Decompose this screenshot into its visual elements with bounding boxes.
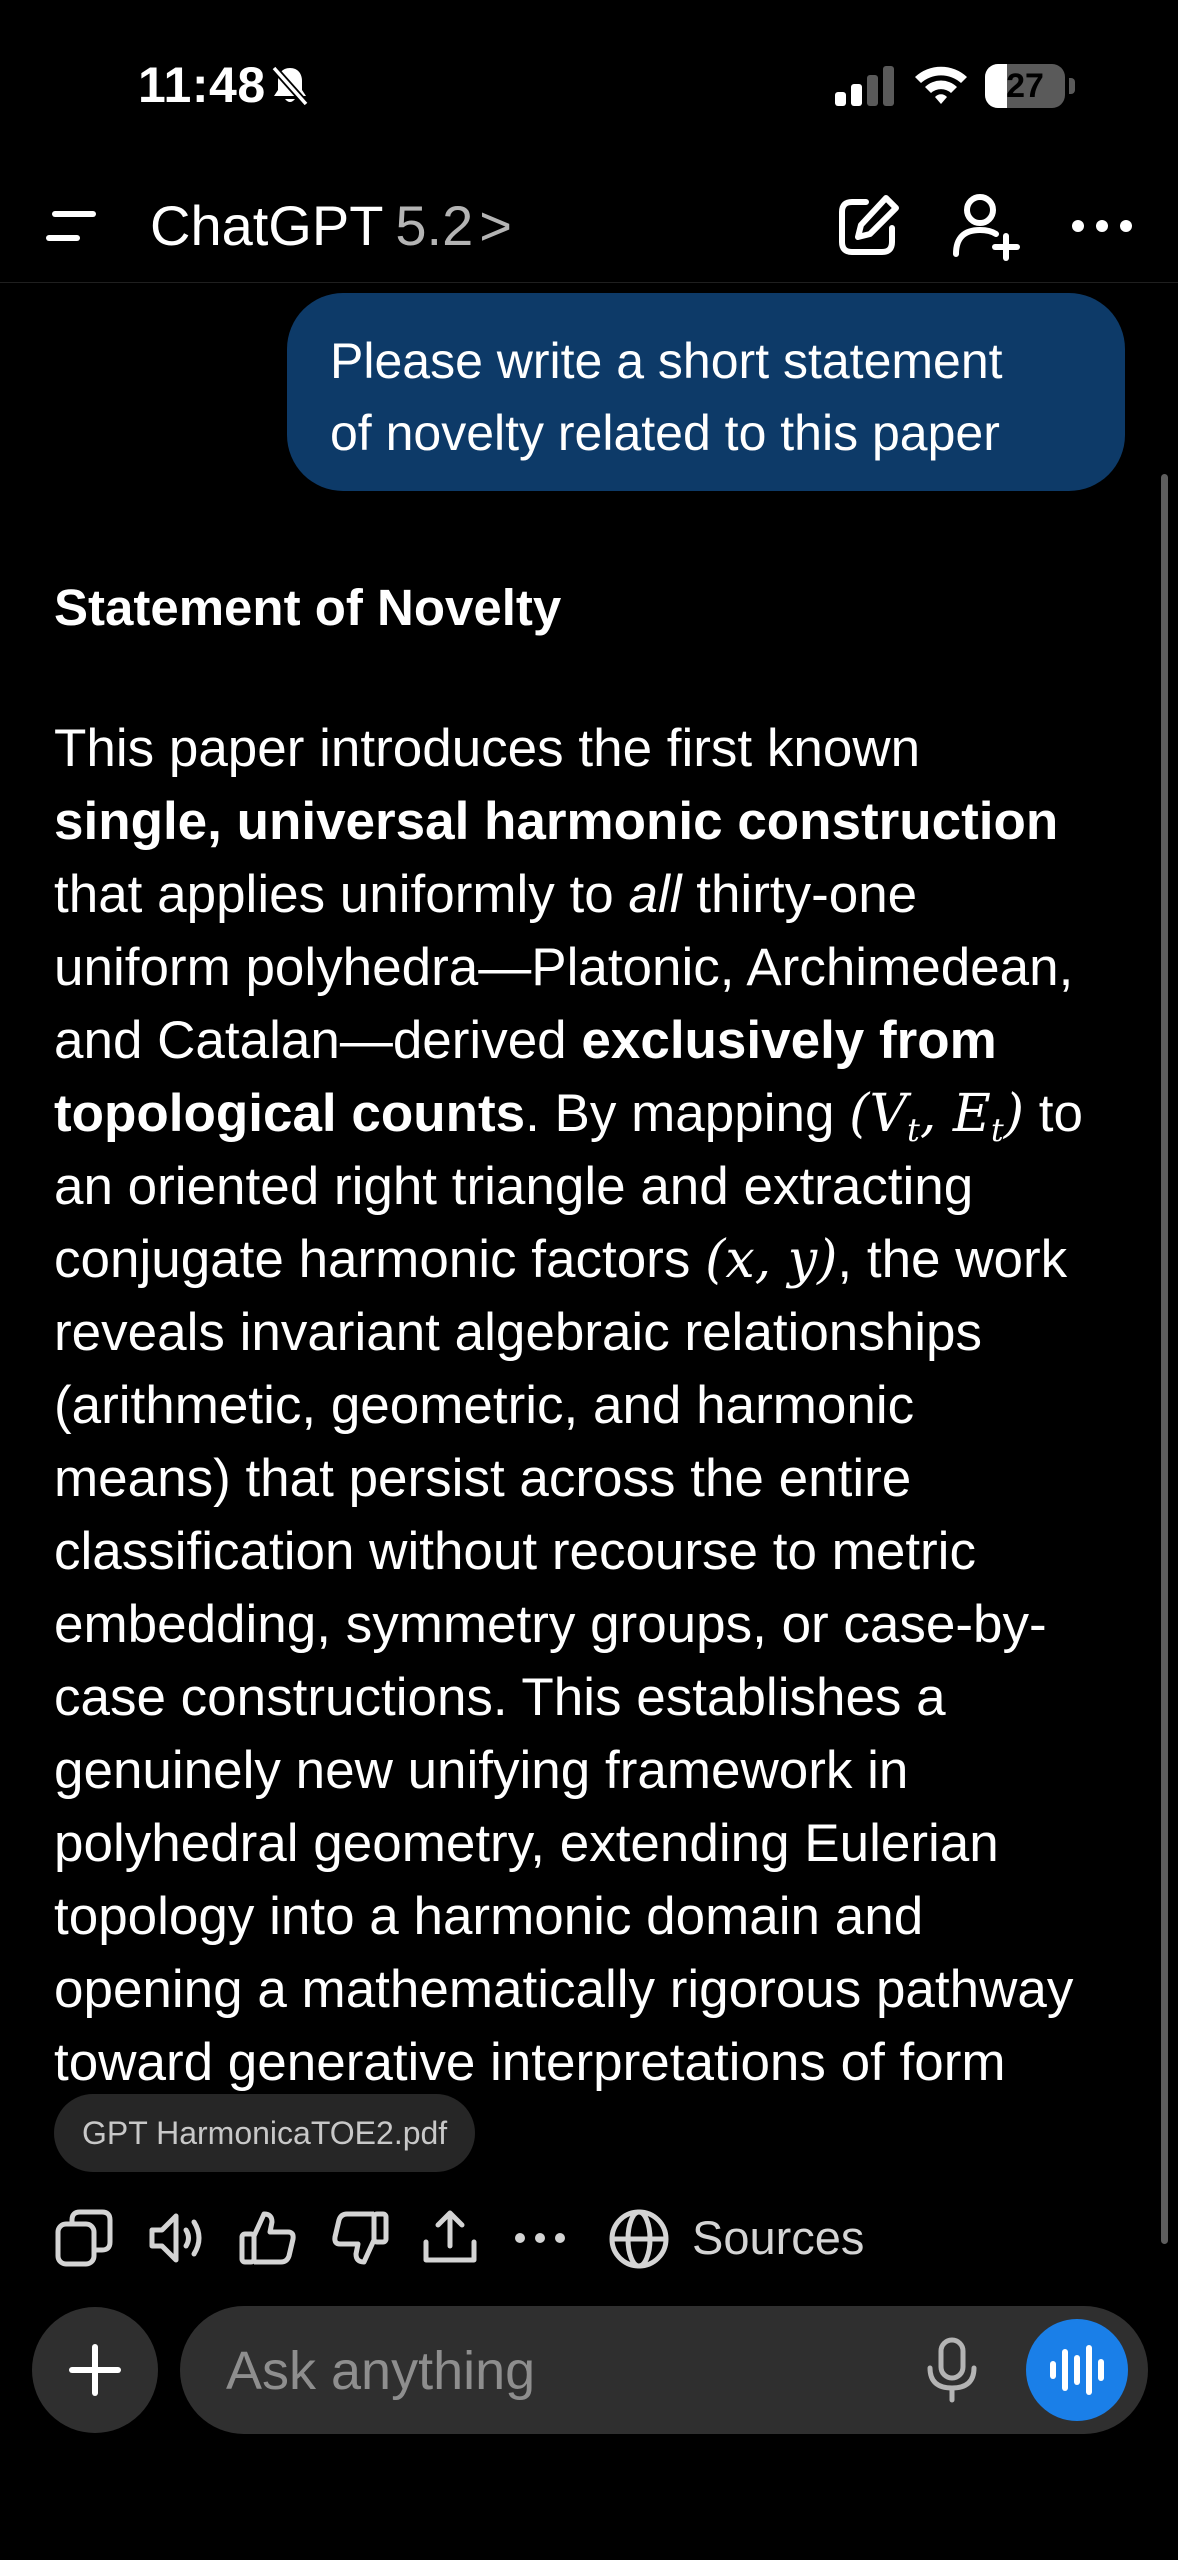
text-run: thirty-one — [681, 865, 918, 924]
answer-line: (arithmetic, geometric, and harmonic — [54, 1376, 915, 1435]
thumbs-up-icon[interactable] — [236, 2206, 300, 2270]
chevron-right-icon: > — [479, 194, 512, 257]
answer-line — [54, 858, 1134, 931]
answer-line — [54, 785, 1134, 858]
answer-line: This paper introduces the first known — [54, 719, 921, 778]
math-part: ) — [1003, 1084, 1025, 1144]
voice-waveform-icon — [1047, 2340, 1107, 2400]
math-x-y: (x, y) — [705, 1230, 838, 1290]
battery-indicator — [985, 64, 1065, 108]
menu-icon[interactable] — [42, 202, 104, 250]
user-message-line: Please write a short statement — [330, 333, 1003, 389]
more-icon[interactable] — [1068, 192, 1136, 260]
answer-line: an oriented right triangle and extracting — [54, 1157, 974, 1216]
answer-line: toward generative interpretations of form — [54, 2033, 1006, 2092]
answer-line: means) that persist across the entire — [54, 1449, 912, 1508]
answer-line: polyhedral geometry, extending Eulerian — [54, 1814, 999, 1873]
answer-line — [54, 1004, 1134, 1077]
text-run: and Catalan—derived — [54, 1011, 582, 1070]
microphone-icon[interactable] — [916, 2334, 988, 2406]
battery-level: 27 — [1006, 67, 1044, 105]
compose-icon[interactable] — [834, 192, 902, 260]
math-part: , E — [919, 1084, 991, 1144]
add-person-icon[interactable] — [950, 190, 1022, 262]
cellular-signal-icon — [833, 66, 895, 106]
text-run: . By mapping — [525, 1084, 850, 1143]
math-subscript: t — [907, 1111, 920, 1149]
answer-line: opening a mathematically rigorous pathway — [54, 1960, 1074, 2019]
answer-line — [54, 1077, 1134, 1150]
model-version: 5.2 — [395, 194, 474, 257]
composer — [180, 2306, 1148, 2434]
thumbs-down-icon[interactable] — [328, 2206, 392, 2270]
text-run: that applies uniformly to — [54, 865, 629, 924]
answer-line — [54, 1223, 1134, 1296]
math-subscript: t — [990, 1111, 1004, 1149]
user-message-bubble[interactable] — [287, 293, 1125, 491]
italic-word: all — [628, 865, 682, 924]
answer-heading: Statement of Novelty — [54, 579, 562, 636]
copy-icon[interactable] — [52, 2206, 116, 2270]
user-message-line: of novelty related to this paper — [330, 405, 1000, 461]
answer-line: genuinely new unifying framework in — [54, 1741, 909, 1800]
more-options-icon[interactable] — [508, 2206, 572, 2270]
text-run: conjugate harmonic factors — [54, 1230, 706, 1289]
status-bar — [0, 0, 1178, 170]
status-time: 11:48 — [138, 57, 266, 113]
bold-phrase: exclusively from — [581, 1011, 997, 1070]
text-run: to — [1024, 1084, 1083, 1143]
bold-phrase: single, universal harmonic construction — [54, 792, 1059, 851]
speaker-icon[interactable] — [144, 2206, 208, 2270]
message-input[interactable] — [224, 2330, 868, 2412]
voice-mode-button[interactable] — [1026, 2319, 1128, 2421]
scrollbar[interactable] — [1161, 474, 1168, 2244]
message-actions — [0, 2198, 1178, 2278]
answer-line: embedding, symmetry groups, or case-by- — [54, 1595, 1047, 1654]
answer-line: reveals invariant algebraic relationships — [54, 1303, 982, 1362]
plus-icon — [69, 2344, 121, 2396]
text-run: , the work — [837, 1230, 1068, 1289]
attachment-chip[interactable]: GPT HarmonicaTOE2.pdf — [54, 2094, 475, 2172]
model-selector[interactable] — [150, 192, 512, 260]
wifi-icon — [912, 62, 970, 106]
app-name: ChatGPT — [150, 194, 384, 257]
globe-icon — [608, 2208, 670, 2270]
answer-line: classification without recourse to metric — [54, 1522, 976, 1581]
app-header — [0, 170, 1178, 283]
answer-line: topology into a harmonic domain and — [54, 1887, 924, 1946]
assistant-message-body — [54, 712, 1134, 2099]
answer-line: uniform polyhedra—Platonic, Archimedean, — [54, 938, 1074, 997]
sources-label: Sources — [692, 2211, 865, 2264]
bold-phrase: topological counts — [54, 1084, 526, 1143]
bell-slash-icon — [270, 64, 310, 108]
math-vt-et — [849, 1084, 1025, 1149]
share-icon[interactable] — [418, 2206, 482, 2270]
math-part: (V — [849, 1084, 908, 1144]
answer-line: case constructions. This establishes a — [54, 1668, 946, 1727]
add-attachment-button[interactable] — [32, 2307, 158, 2433]
